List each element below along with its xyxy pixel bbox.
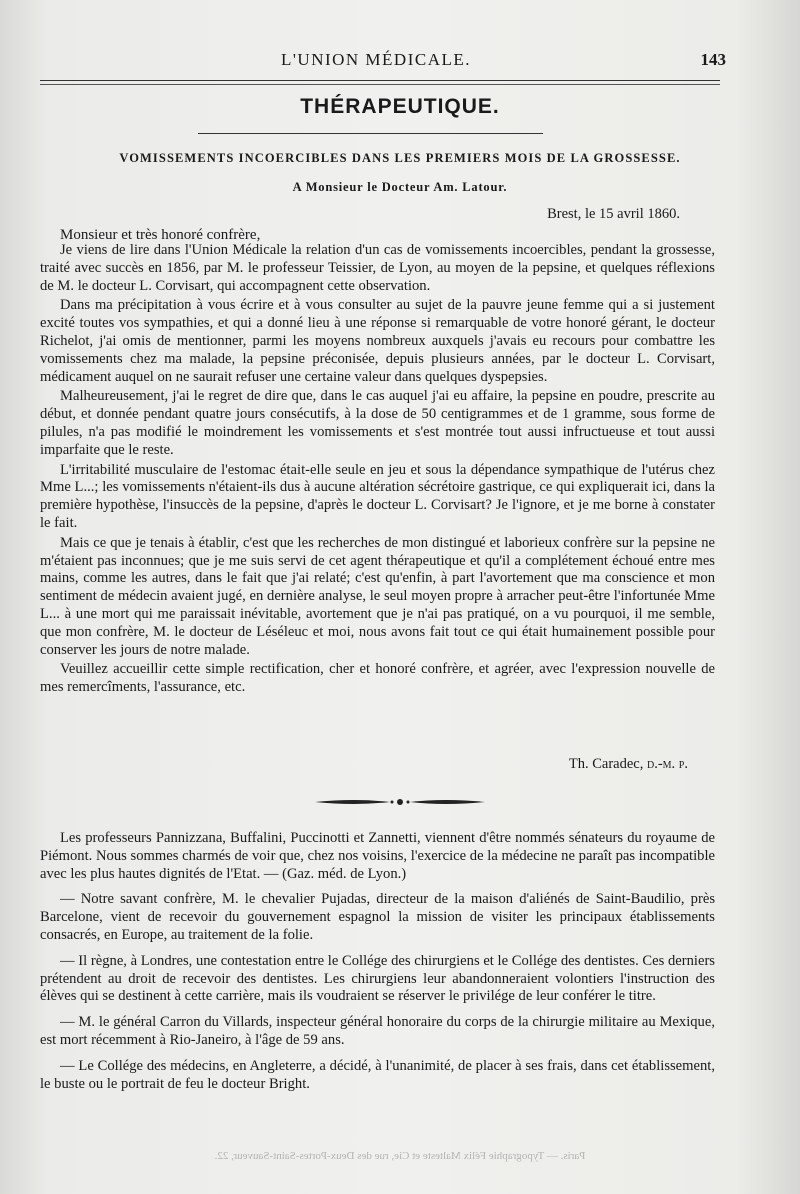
letter-paragraph: Mais ce que je tenais à établir, c'est que les recherches de mon distingué et laborieux confrère sur la pepsine ne m'étaient pas inconnues; que je me suis servi de cet agent thérapeutique et qu'il a complétement échoué entre mes mains, comme les autres, dans le fait que j'ai relaté; c'est qu'enfin, à part l'avortement que ma conscience et mon sentiment de médecin avaient jugé, en dernière analyse, le seul moyen propre à arracher peut-être l'infortunée Mme L... à une mort qui me paraissait inévitable, avortement que je n'ai pas pratiqué, on a vu pourquoi, il me semble, que mon confrère, M. le docteur de Léséleuc et moi, nous avons fait tout ce qui était humainement possible pour conserver les jours de notre malade. [40, 534, 715, 658]
news-item: — Notre savant confrère, M. le chevalier Pujadas, directeur de la maison d'aliénés de Saint-Baudilio, près Barcelone, vient de recevoir du gouvernement espagnol la mission de visiter les principaux établissements consacrés, en Europe, au traitement de la folie. [40, 891, 715, 943]
news-item: — Le Collége des médecins, en Angleterre, a décidé, à l'unanimité, de placer à ses frais, dans cet établissement, le buste ou le portrait de feu le docteur Bright. [40, 1057, 715, 1092]
signature-title: d.-m. p. [646, 756, 688, 772]
letter-body [40, 242, 715, 699]
header-rule-thin [40, 84, 720, 85]
letter-paragraph: Veuillez accueillir cette simple rectification, cher et honoré confrère, et agréer, avec l'expression nouvelle de mes remercîments, l'assurance, etc. [40, 661, 715, 696]
news-item: — M. le général Carron du Villards, inspecteur général honoraire du corps de la chirurgie militaire au Mexique, est mort récemment à Rio-Janeiro, à l'âge de 59 ans. [40, 1014, 715, 1048]
letter-salutation: Monsieur et très honoré confrère, [60, 227, 261, 243]
signature-name: Th. Caradec, [568, 756, 644, 772]
header-rule [40, 80, 720, 81]
news-item: — Il règne, à Londres, une contestation entre le Collége des chirurgiens et le Collége des dentistes. Ces derniers prétendent au droit de recevoir des dentistes. Les chirurgiens leur abandonneraient volontiers l'instruction des élèves qui se destinent à cette carrière, mais ils voudraient se réserver le privilége de leur conférer le titre. [40, 952, 715, 1005]
article-heading: VOMISSEMENTS INCOERCIBLES DANS LES PREMIERS MOIS DE LA GROSSESSE. [119, 151, 681, 165]
section-title: THÉRAPEUTIQUE. [300, 95, 500, 118]
letter-signature [569, 756, 688, 773]
printer-footer-bleedthrough: Paris. — Typographie Félix Malteste et Cie, rue des Deux-Portes-Saint-Sauveur, 22. [214, 1150, 586, 1162]
letter-paragraph: Malheureusement, j'ai le regret de dire que, dans le cas auquel j'ai eu affaire, la pepsine en poudre, prescrite au début, et donnée pendant quatre jours consécutifs, à la dose de 50 centigrammes et de 1 gramme, sous forme de pilules, n'a pas modifié le moindrement les vomissements et s'est montrée tout aussi infructueuse et tout aussi imparfaite que le reste. [40, 388, 715, 458]
news-items [40, 830, 715, 1101]
letter-dateline: Brest, le 15 avril 1860. [547, 206, 680, 222]
letter-paragraph: L'irritabilité musculaire de l'estomac était-elle seule en jeu et sous la dépendance sympathique de l'utérus chez Mme L...; les vomissements n'étaient-ils dus à aucune altération sécrétoire gastrique, ce qui expliquerait ici, dans la première hypothèse, l'insuccès de la pepsine, d'après le docteur L. Corvisart? Je l'ignore, et je me borne à constater le fait. [40, 461, 715, 531]
section-divider-ornament [0, 795, 800, 809]
letter-paragraph: Dans ma précipitation à vous écrire et à vous consulter au sujet de la pauvre jeune femme qui a si justement excité toutes vos sympathies, et qui a donné lieu à une réponse si remarquable de votre honoré gérant, le docteur Richelot, j'ai omis de mentionner, parmi les moyens nombreux auxquels j'avais eu recours pour combattre les vomissements chez ma malade, la pepsine préconisée, depuis plusieurs années, par le docteur L. Corvisart, médicament auquel on ne saurait refuser une certaine valeur dans quelques dyspepsies. [40, 297, 715, 385]
section-title-rule [198, 133, 543, 134]
letter-paragraph: Je viens de lire dans l'Union Médicale la relation d'un cas de vomissements incoercibles, pendant la grossesse, traité avec succès en 1856, par M. le professeur Teissier, de Lyon, au moyen de la pepsine, et quelques réflexions de M. le docteur L. Corvisart, qui accompagnent cette observation. [40, 242, 715, 294]
news-item: Les professeurs Pannizzana, Buffalini, Puccinotti et Zannetti, viennent d'être nommés sénateurs du royaume de Piémont. Nous sommes charmés de voir que, chez nos voisins, l'exercice de la médecine ne paraît pas incompatible avec les plus hautes dignités de l'Etat. — (Gaz. méd. de Lyon.) [40, 830, 715, 882]
article-addressee: A Monsieur le Docteur Am. Latour. [292, 180, 508, 194]
ornament-rule-icon [310, 795, 490, 809]
running-title: L'UNION MÉDICALE. [280, 50, 472, 69]
page-number: 143 [700, 50, 726, 69]
page-header [40, 50, 726, 74]
